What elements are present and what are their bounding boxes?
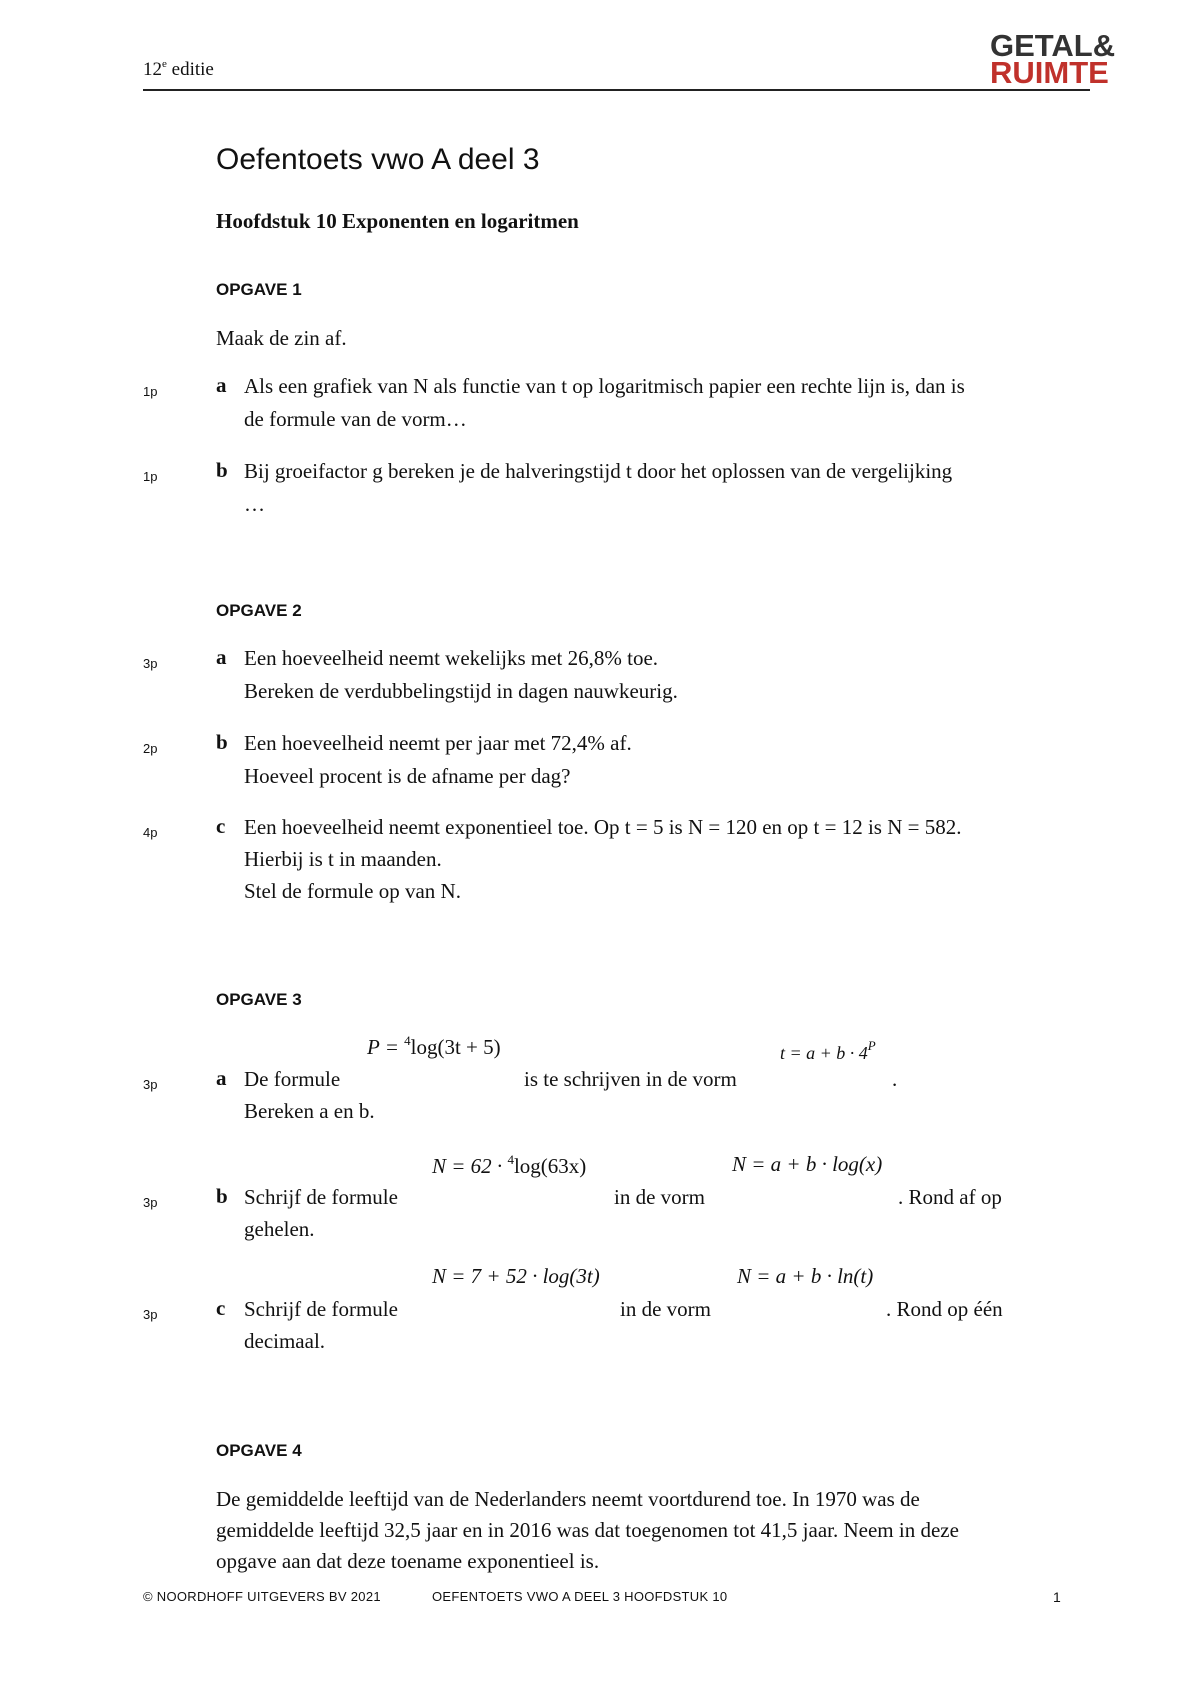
formula-3b-target: N = a + b · log(x) bbox=[732, 1152, 883, 1176]
question-3b-post: . Rond af op bbox=[898, 1185, 1002, 1209]
header-rule bbox=[143, 89, 1090, 91]
formula-3a-target: $t = a + b \cdot 4^P$ bbox=[780, 1038, 876, 1063]
opgave-1-intro: Maak de zin af. bbox=[216, 326, 347, 350]
opgave-4-line1: De gemiddelde leeftijd van de Nederlanders neemt voortdurend toe. In 1970 was de bbox=[216, 1487, 920, 1511]
question-3c-mid: in de vorm bbox=[620, 1297, 711, 1321]
question-3a-pre: De formule bbox=[244, 1067, 341, 1091]
opgave-4-line2: gemiddelde leeftijd 32,5 jaar en in 2016 was dat toegenomen tot 41,5 jaar. Neem in deze bbox=[216, 1518, 959, 1542]
question-3b-pre: Schrijf de formule bbox=[244, 1185, 398, 1209]
opgave-4-line3: opgave aan dat deze toename exponentieel is. bbox=[216, 1549, 600, 1573]
logo-ruimte: RUIMTE bbox=[990, 55, 1109, 90]
question-3c-pre: Schrijf de formule bbox=[244, 1297, 398, 1321]
question-letter: a bbox=[216, 1066, 227, 1090]
formula-3c-given: N = 7 + 52 · log(3t) bbox=[432, 1264, 600, 1288]
opgave-2-heading: OPGAVE 2 bbox=[216, 601, 302, 620]
points-label: 2p bbox=[143, 741, 158, 756]
points-label: 1p bbox=[143, 384, 158, 399]
formula-3b-given: N = 62 · $^4$log(63x) bbox=[432, 1152, 587, 1178]
formula-3a-given: P = $^4$log(3t + 5) bbox=[367, 1033, 501, 1059]
question-3c-post: . Rond op één bbox=[886, 1297, 1003, 1321]
question-letter: c bbox=[216, 814, 226, 838]
question-3b-line2: gehelen. bbox=[244, 1217, 315, 1241]
opgave-4-heading: OPGAVE 4 bbox=[216, 1441, 302, 1460]
points-label: 3p bbox=[143, 1307, 158, 1322]
question-3b-mid: in de vorm bbox=[614, 1185, 705, 1209]
question-letter: b bbox=[216, 458, 228, 482]
points-label: 4p bbox=[143, 825, 158, 840]
question-2b-line1: Een hoeveelheid neemt per jaar met 72,4% af. bbox=[244, 731, 632, 755]
opgave-3-heading: OPGAVE 3 bbox=[216, 990, 302, 1009]
footer-copyright: © NOORDHOFF UITGEVERS BV 2021 bbox=[143, 1589, 381, 1604]
question-2b-line2: Hoeveel procent is de afname per dag? bbox=[244, 764, 571, 788]
footer-page-number: 1 bbox=[1053, 1589, 1061, 1605]
formula-3c-target: N = a + b · ln(t) bbox=[737, 1264, 874, 1288]
footer-document-title: OEFENTOETS VWO A DEEL 3 HOOFDSTUK 10 bbox=[432, 1589, 728, 1604]
page-title: Oefentoets vwo A deel 3 bbox=[216, 143, 540, 176]
edition-label bbox=[143, 58, 214, 81]
question-2c-line2: Hierbij is t in maanden. bbox=[244, 847, 442, 871]
question-letter: a bbox=[216, 645, 227, 669]
question-letter: b bbox=[216, 730, 228, 754]
points-label: 3p bbox=[143, 1195, 158, 1210]
question-letter: c bbox=[216, 1296, 226, 1320]
points-label: 3p bbox=[143, 656, 158, 671]
question-1a-line1: Als een grafiek van N als functie van t op logaritmisch papier een rechte lijn is, dan is bbox=[244, 374, 965, 398]
points-label: 1p bbox=[143, 469, 158, 484]
edition-word: editie bbox=[171, 59, 214, 80]
question-letter: b bbox=[216, 1184, 228, 1208]
chapter-heading: Hoofdstuk 10 Exponenten en logaritmen bbox=[216, 209, 579, 233]
question-3a-mid: is te schrijven in de vorm bbox=[524, 1067, 737, 1091]
opgave-1-heading: OPGAVE 1 bbox=[216, 280, 302, 299]
logo-getal: GETAL& bbox=[990, 28, 1116, 63]
question-2c-line1: Een hoeveelheid neemt exponentieel toe. Op t = 5 is N = 120 en op t = 12 is N = 582. bbox=[244, 815, 962, 839]
question-2a-line2: Bereken de verdubbelingstijd in dagen nauwkeurig. bbox=[244, 679, 678, 703]
question-1b-line1: Bij groeifactor g bereken je de halveringstijd t door het oplossen van de vergelijking bbox=[244, 459, 953, 483]
question-3a-post: . bbox=[892, 1067, 898, 1091]
edition-number: 12 bbox=[143, 59, 162, 80]
question-2a-line1: Een hoeveelheid neemt wekelijks met 26,8% toe. bbox=[244, 646, 659, 670]
question-3a-line2: Bereken a en b. bbox=[244, 1099, 375, 1123]
question-2c-line3: Stel de formule op van N. bbox=[244, 879, 461, 903]
edition-superscript: e bbox=[162, 58, 167, 70]
question-1b-line2: … bbox=[244, 492, 265, 516]
points-label: 3p bbox=[143, 1077, 158, 1092]
question-1a-line2: de formule van de vorm… bbox=[244, 407, 467, 431]
question-letter: a bbox=[216, 373, 227, 397]
question-3c-line2: decimaal. bbox=[244, 1329, 326, 1353]
